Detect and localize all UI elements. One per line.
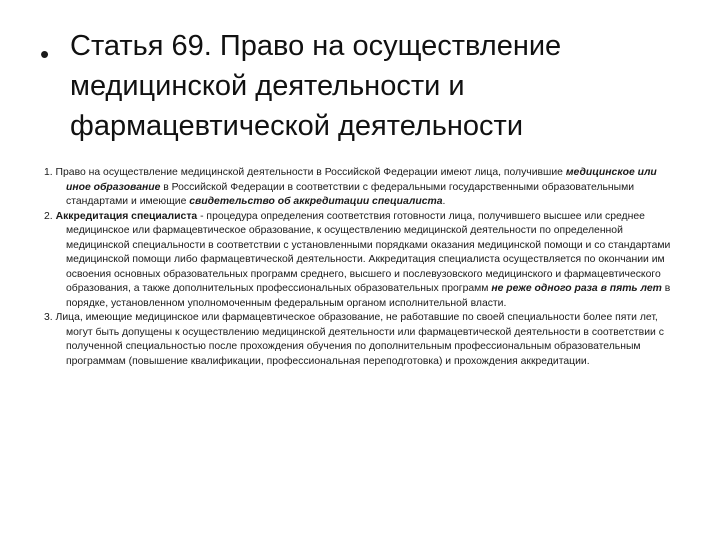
title-line-3: фармацевтической деятельности [70,110,524,142]
paragraph-2-emphasis-frequency: не реже одного раза в пять лет [491,283,662,294]
paragraph-2-text-b: в порядке, установленном уполномоченным федеральным органом исполнительной власти. [66,283,671,309]
paragraph-2-text-a: - процедура определения соответствия готовности лица, получившего высшее или среднее медицинское или фармацевтическое образование, к осуществлению медицинской деятельности по определенной медицинской специальности в соответствии с установленными порядками оказания медицинской помощи и со стандартами медицинской помощи либо фармацевтической деятельности. Аккредитация специалиста осуществляется по окончании им освоения основных образовательных программ среднего, высшего и послевузовского медицинского и фармацевтического образования, а также дополнительных профессиональных образовательных программ [66,210,671,294]
paragraph-2 [44,210,684,312]
article-body [44,166,684,369]
paragraph-1-text-c: . [442,196,446,207]
paragraph-2-number: 2. [44,210,56,222]
title-bullet: • [40,39,50,69]
paragraph-1-emphasis-education: медицинское или иное образование [66,167,657,193]
title-block [40,26,680,146]
paragraph-1-text-a: 1. Право на осуществление медицинской деятельности в Российской Федерации имеют лица, получившие [44,167,566,178]
paragraph-3-text: 3. Лица, имеющие медицинское или фармацевтическое образование, не работавшие по своей специальности более пяти лет, могут быть допущены к осуществлению медицинской деятельности или фармацевтической деятельности в соответствии с полученной специальностью после прохождения обучения по дополнительным профессиональным образовательным программам (повышение квалификации, профессиональная переподготовка) и прохождения аккредитации. [44,312,664,367]
paragraph-1-emphasis-certificate: свидетельство об аккредитации специалиста [189,196,443,207]
title-line-2: медицинской деятельности и [70,70,465,102]
page-title [70,26,680,146]
title-line-1: Статья 69. Право на осуществление [70,30,562,62]
paragraph-1 [44,166,684,210]
paragraph-3 [44,311,684,369]
paragraph-2-term: Аккредитация специалиста [55,210,198,222]
paragraph-1-text-b: в Российской Федерации в соответствии с федеральными государственными образовательными стандартами и имеющие [66,181,635,207]
